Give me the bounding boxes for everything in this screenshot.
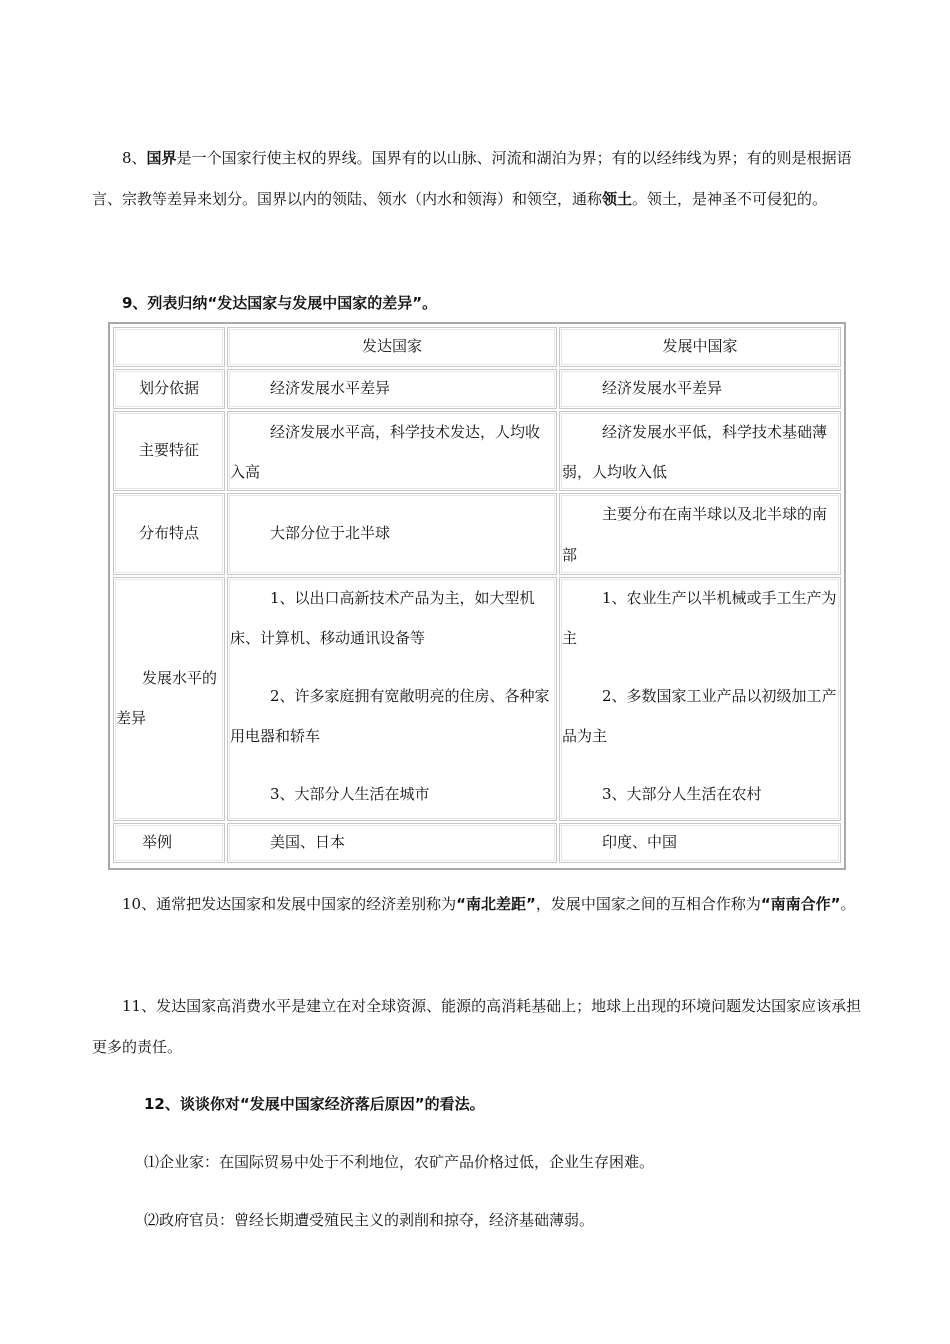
list-item: 1、以出口高新技术产品为主，如大型机床、计算机、移动通讯设备等	[230, 589, 535, 647]
table-header-empty	[113, 327, 225, 367]
table-row-label: 主要特征	[113, 411, 225, 491]
comparison-table	[108, 322, 846, 870]
heading-9: 9、列表归纳“发达国家与发展中国家的差异”。	[122, 294, 438, 312]
table-header-developing: 发展中国家	[559, 327, 841, 367]
list-item: ⑴企业家：在国际贸易中处于不利地位，农矿产品价格过低，企业生存困难。	[144, 1153, 655, 1171]
paragraph-11: 11、发达国家高消费水平是建立在对全球资源、能源的高消耗基础上；地球上出现的环境问题发达国家应该承担更多的责任。	[92, 997, 862, 1056]
paragraph-10-text-1: 10、通常把发达国家和发展中国家的经济差别称为	[122, 895, 457, 913]
table-cell-developed: 美国、日本	[227, 823, 557, 863]
list-item: 1、农业生产以半机械或手工生产为主	[562, 589, 837, 647]
item-number: 8、	[122, 149, 147, 167]
paragraph-10	[92, 884, 862, 925]
paragraph-8	[92, 138, 862, 220]
table-row-label: 发展水平的差异	[113, 577, 225, 821]
list-item: 3、大部分人生活在农村	[602, 785, 762, 803]
table-row-label: 举例	[113, 823, 225, 863]
table-cell-developing: 经济发展水平差异	[559, 369, 841, 409]
paragraph-8-text-2: 。领土，是神圣不可侵犯的。	[632, 190, 828, 208]
heading-12: 12、谈谈你对“发展中国家经济落后原因”的看法。	[144, 1095, 485, 1113]
paragraph-8-text-1: 是一个国家行使主权的界线。国界有的以山脉、河流和湖泊为界；有的以经纬线为界；有的则是根据语言、宗教等差异来划分。国界以内的领陆、领水（内水和领海）和领空，通称	[92, 149, 852, 208]
paragraph-10-text-2: ，发展中国家之间的互相合作称为	[535, 895, 761, 913]
table-cell-developed: 经济发展水平高，科学技术发达，人均收入高	[227, 411, 557, 491]
term-lingtu: 领土	[602, 190, 633, 208]
table-cell-developing: 经济发展水平低，科学技术基础薄弱，人均收入低	[559, 411, 841, 491]
term-north-south-gap: “南北差距”	[456, 895, 536, 913]
table-cell-developed: 经济发展水平差异	[227, 369, 557, 409]
list-item: 2、许多家庭拥有宽敞明亮的住房、各种家用电器和轿车	[230, 687, 550, 745]
list-item: 2、多数国家工业产品以初级加工产品为主	[562, 687, 837, 745]
table-header-developed: 发达国家	[227, 327, 557, 367]
table-row-label: 分布特点	[113, 493, 225, 575]
list-item: 3、大部分人生活在城市	[270, 785, 430, 803]
term-south-south-cooperation: “南南合作”	[760, 895, 841, 913]
table-cell-developing: 印度、中国	[559, 823, 841, 863]
table-cell-developed	[227, 577, 557, 821]
table-cell-developed: 大部分位于北半球	[227, 493, 557, 575]
term-guojie: 国界	[146, 149, 177, 167]
list-item: ⑵政府官员：曾经长期遭受殖民主义的剥削和掠夺，经济基础薄弱。	[144, 1211, 595, 1229]
paragraph-10-text-3: 。	[840, 895, 856, 913]
table-row-label: 划分依据	[113, 369, 225, 409]
table-cell-developing	[559, 577, 841, 821]
table-cell-developing: 主要分布在南半球以及北半球的南部	[559, 493, 841, 575]
